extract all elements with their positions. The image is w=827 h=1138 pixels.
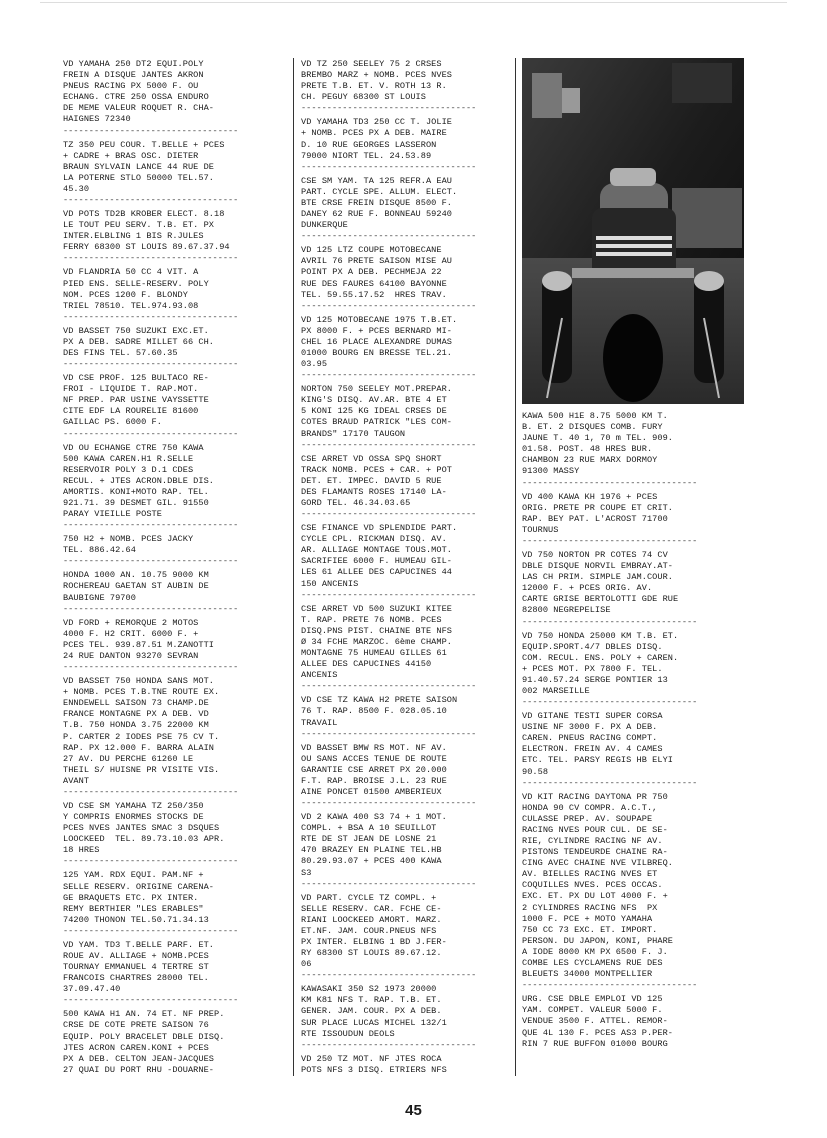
ad-separator: ---------------------------------- (63, 521, 239, 531)
classified-ad: CSE SM YAM. TA 125 REFR.A EAU PART. CYCLE SPE. ALLUM. ELECT. BTE CRSE FREIN DISQUE 8500 F. DANEY 62 RUE F. BONNEAU 59240 DUNKERQUE (301, 175, 458, 231)
ad-separator: ---------------------------------- (63, 926, 239, 936)
ad-separator: ---------------------------------- (301, 162, 477, 172)
ad-separator: ---------------------------------- (63, 126, 239, 136)
ad-separator: ---------------------------------- (63, 429, 239, 439)
classified-ad: VD BASSET 750 HONDA SANS MOT. + NOMB. PCES T.B.TNE ROUTE EX. ENNDEWELL SAISON 73 CHAMP.DE FRANCE MONTAGNE PX A DEB. VD T.B. 750 HONDA 3.75 22000 KM P. CARTER 2 IODES PSE 75 CV T. RAP. PX 12.000 F. BARRA ALAIN 27 AV. DU PERCHE 61260 LE THEIL S/ HUISNE PR VISITE VIS. AVANT (63, 676, 220, 786)
classified-ad: 500 KAWA H1 AN. 74 ET. NF PREP. CRSE DE COTE PRETE SAISON 76 EQUIP. POLY BRACELET DBLE DISQ. JTES ACRON CAREN.KONI + PCES PX A DEB. CELTON JEAN-JACQUES 27 QUAI DU PORT RHU -DOUARNE- (63, 1009, 225, 1075)
ad-separator: ---------------------------------- (301, 590, 477, 600)
classified-ad: KAWASAKI 350 S2 1973 20000 KM K81 NFS T. RAP. T.B. ET. GENER. JAM. COUR. PX A DEB. SUR PLACE LUCAS MICHEL 132/1 RTE ISSOUDUN DEOLS (301, 984, 447, 1039)
classified-ad: CSE ARRET VD 500 SUZUKI KITEE T. RAP. PRETE 76 NOMB. PCES DISQ.PNS PIST. CHAINE BTE NFS Ø 34 FCHE MARZOC. 6ème CHAMP. MONTAGNE 75 HUMEAU GILLES 61 ALLEE DES CAPUCINES 44150 ANCENIS (301, 603, 453, 681)
ad-separator: ---------------------------------- (63, 196, 239, 206)
ad-separator: ---------------------------------- (522, 778, 698, 788)
classified-ad: VD KIT RACING DAYTONA PR 750 HONDA 90 CV COMPR. A.C.T., CULASSE PREP. AV. SOUPAPE RACING NVES POUR CUL. DE SE- RIE, CYLINDRE RACING NF AV. PISTONS TENDEURDE CHAINE RA- CING AVEC CHAINE NVE VILBREQ. AV. BIELLES RACING NVES ET COQUILLES NVES. PCES OCCAS. EXC. ET. PX DU LOT 4000 F. + 2 CYLINDRES RACING NFS PX 1000 F. PCE + MOTO YAMAHA 750 CC 73 EXC. ET. IMPORT. PERSON. DU JAPON, KONI, PHARE A IODE 8000 KM PX 6500 F. J. COMBE LES CYCLAMENS RUE DES BLEUETS 34000 MONTPELLIER (522, 791, 674, 980)
classified-ad: VD PART. CYCLE TZ COMPL. + SELLE RESERV. CAR. FCHE CE- RIANI LOOCKEED AMORT. MARZ. ET.NF. JAM. COUR.PNEUS NFS PX INTER. ELBING 1 BD J.FER- RY 68300 ST LOUIS 89.67.12. 06 (301, 892, 447, 970)
ad-separator: ---------------------------------- (301, 1040, 477, 1050)
motorcycle-photo (522, 58, 744, 404)
classified-ad: VD FORD + REMORQUE 2 MOTOS 4000 F. H2 CRIT. 6000 F. + PCES TEL. 939.87.51 M.ZANOTTI 24 RUE DANTON 93270 SEVRAN (63, 617, 215, 661)
classified-ad: VD YAMAHA TD3 250 CC T. JOLIE + NOMB. PCES PX A DEB. MAIRE D. 10 RUE GEORGES LASSERON 79000 NIORT TEL. 24.53.89 (301, 117, 453, 161)
ad-separator: ---------------------------------- (63, 996, 239, 1006)
ad-separator: ---------------------------------- (522, 536, 698, 546)
ad-separator: ---------------------------------- (301, 879, 477, 889)
ad-separator: ---------------------------------- (63, 360, 239, 370)
classified-ad: VD FLANDRIA 50 CC 4 VIT. A PIED ENS. SELLE-RESERV. POLY NOM. PCES 1200 F. BLONDY TRIEL 78510. TEL.974.93.08 (63, 267, 209, 311)
ad-separator: ---------------------------------- (301, 232, 477, 242)
classified-ad: VD 250 TZ MOT. NF JTES ROCA POTS NFS 3 DISQ. ETRIERS NFS (301, 1053, 447, 1075)
ad-separator: ---------------------------------- (63, 312, 239, 322)
column-divider (293, 58, 294, 1076)
classified-ad: VD 750 HONDA 25000 KM T.B. ET. EQUIP.SPORT.4/7 DBLES DISQ. COM. RECUL. ENS. POLY + CAREN. + PCES MOT. PX 7800 F. TEL. 91.40.57.24 SERGE PONTIER 13 002 MARSEILLE (522, 630, 679, 696)
classified-ad: VD 750 NORTON PR COTES 74 CV DBLE DISQUE NORVIL EMBRAY.AT- LAS CH PRIM. SIMPLE JAM.COUR. 12000 F. + PCES ORIG. AV. CARTE GRISE BERTOLOTTI GDE RUE 82800 NEGREPELISE (522, 549, 679, 616)
ad-separator: ---------------------------------- (301, 440, 477, 450)
ad-separator: ---------------------------------- (63, 254, 239, 264)
classified-ad: 750 H2 + NOMB. PCES JACKY TEL. 886.42.64 (63, 534, 194, 556)
ad-separator: ---------------------------------- (522, 478, 698, 488)
classified-ad: VD 400 KAWA KH 1976 + PCES ORIG. PRETE PR COUPE ET CRIT. RAP. BEY PAT. L'ACROST 71700 TOURNUS (522, 491, 674, 535)
classified-ad: URG. CSE DBLE EMPLOI VD 125 YAM. COMPET. VALEUR 5000 F. VENDUE 3500 F. ATTEL. REMOR- QUE 4L 130 F. PCES AS3 P.PER- RIN 7 RUE BUFFON 01000 BOURG (522, 994, 674, 1049)
ad-separator: ---------------------------------- (301, 104, 477, 114)
classified-ad: VD 125 LTZ COUPE MOTOBECANE AVRIL 76 PRETE SAISON MISE AU POINT PX A DEB. PECHMEJA 22 RUE DES FAURES 64100 BAYONNE TEL. 59.55.17.52 HRES TRAV. (301, 245, 453, 300)
top-edge-line (40, 2, 787, 3)
ads-column-1 (63, 58, 289, 1076)
ad-separator: ---------------------------------- (63, 663, 239, 673)
ad-separator: ---------------------------------- (522, 698, 698, 708)
ads-column-3 (522, 58, 744, 1076)
classified-ad: VD 125 MOTOBECANE 1975 T.B.ET. PX 8000 F. + PCES BERNARD MI- CHEL 16 PLACE ALEXANDRE DUMAS 01000 BOURG EN BRESSE TEL.21. 03.95 (301, 314, 458, 370)
ad-separator: ---------------------------------- (522, 617, 698, 627)
ad-separator: ---------------------------------- (522, 981, 698, 991)
ad-separator: ---------------------------------- (63, 557, 239, 567)
classified-ad: VD BASSET BMW RS MOT. NF AV. OU SANS ACCES TENUE DE ROUTE GARANTIE CSE ARRET PX 20.000 F.T. RAP. BROISE J.L. 23 RUE AINE PONCET 01500 AMBERIEUX (301, 742, 447, 797)
ad-separator: ---------------------------------- (301, 729, 477, 739)
ad-separator: ---------------------------------- (63, 787, 239, 797)
classified-ad: 125 YAM. RDX EQUI. PAM.NF + SELLE RESERV. ORIGINE CARENA- GE BRAQUETS ETC. PX INTER. REMY BERTHIER "LES ERABLES" 74200 THONON TEL.50.71.34.13 (63, 870, 215, 925)
classified-ad: CSE FINANCE VD SPLENDIDE PART. CYCLE CPL. RICKMAN DISQ. AV. AR. ALLIAGE MONTAGE TOUS.MOT. SACRIFIEE 6000 F. HUMEAU GIL- LES 61 ALLEE DES CAPUCINES 44 150 ANCENIS (301, 523, 458, 589)
classified-ad: VD BASSET 750 SUZUKI EXC.ET. PX A DEB. SADRE MILLET 66 CH. DES FINS TEL. 57.60.35 (63, 325, 215, 358)
column-divider (515, 58, 516, 1076)
ads-column-2 (301, 58, 509, 1076)
ad-separator: ---------------------------------- (301, 510, 477, 520)
classified-ad: HONDA 1000 AN. 10.75 9000 KM ROCHEREAU GAETAN ST AUBIN DE BAUBIGNE 79700 (63, 570, 209, 603)
classified-ad: VD 2 KAWA 400 S3 74 + 1 MOT. COMPL. + BSA A 10 SEUILLOT RTE DE ST JEAN DE LOSNE 21 470 BRAZEY EN PLAINE TEL.HB 80.29.93.07 + PCES 400 KAWA S3 (301, 812, 447, 878)
classified-ad: VD TZ 250 SEELEY 75 2 CRSES BREMBO MARZ + NOMB. PCES NVES PRETE T.B. ET. V. ROTH 13 R. CH. PEGUY 68300 ST LOUIS (301, 59, 453, 103)
classified-ad: VD GITANE TESTI SUPER CORSA USINE NF 3000 F. PX A DEB. CAREN. PNEUS RACING COMPT. ELECTRON. FREIN AV. 4 CAMES ETC. TEL. PARSY REGIS HB ELYI 90.58 (522, 711, 674, 777)
motorcycle-photo-icon (522, 58, 744, 404)
classified-ad: VD YAM. TD3 T.BELLE PARF. ET. ROUE AV. ALLIAGE + NOMB.PCES TOURNAY EMMANUEL 4 TERTRE ST FRANCOIS CHARTRES 28000 TEL. 37.09.47.40 (63, 939, 215, 995)
ad-separator: ---------------------------------- (301, 799, 477, 809)
classified-ad: VD YAMAHA 250 DT2 EQUI.POLY FREIN A DISQUE JANTES AKRON PNEUS RACING PX 5000 F. OU ECHANG. CTRE 250 OSSA ENDURO DE MEME VALEUR ROQUET R. CHA- HAIGNES 72340 (63, 59, 215, 125)
classified-ad: KAWA 500 H1E 8.75 5000 KM T. B. ET. 2 DISQUES COMB. FURY JAUNE T. 40 1, 70 m TEL. 909. 01.58. POST. 48 HRES BUR. CHAMBON 23 RUE MARX DORMOY 91300 MASSY (522, 411, 674, 477)
classified-ad: VD OU ECHANGE CTRE 750 KAWA 500 KAWA CAREN.H1 R.SELLE RESERVOIR POLY 3 D.1 CDES RECUL. + JTES ACRON.DBLE DIS. AMORTIS. KONI+MOTO RAP. TEL. 921.71. 39 DESMET GIL. 91550 PARAY VIEILLE POSTE (63, 442, 215, 520)
ad-separator: ---------------------------------- (301, 971, 477, 981)
classified-ad: VD CSE PROF. 125 BULTACO RE- FROI - LIQUIDE T. RAP.MOT. NF PREP. PAR USINE VAYSSETTE CITE EDF LA ROURELIE 81600 GAILLAC PS. 6000 F. (63, 373, 209, 428)
classified-ad: VD CSE SM YAMAHA TZ 250/350 Y COMPRIS ENORMES STOCKS DE PCES NVES JANTES SMAC 3 DSQUES LOOCKEED TEL. 89.73.10.03 APR. 18 HRES (63, 800, 225, 856)
classified-ad: VD CSE TZ KAWA H2 PRETE SAISON 76 T. RAP. 8500 F. 028.05.10 TRAVAIL (301, 695, 458, 728)
ad-separator: ---------------------------------- (301, 371, 477, 381)
classified-ad: NORTON 750 SEELEY MOT.PREPAR. KING'S DISQ. AV.AR. BTE 4 ET 5 KONI 125 KG IDEAL CRSES DE COTES BRAUD PATRICK "LES COM- BRANDS" 17170 TAUGON (301, 384, 453, 439)
classified-ad: TZ 350 PEU COUR. T.BELLE + PCES + CADRE + BRAS OSC. DIETER BRAUN SYLVAIN LANCE 44 RUE DE LA POTERNE STLO 50000 TEL.57. 45.30 (63, 139, 225, 194)
ad-separator: ---------------------------------- (301, 682, 477, 692)
classified-ad: VD POTS TD2B KROBER ELECT. 8.18 LE TOUT PEU SERV. T.B. ET. PX INTER.ELBLING 1 BIS R.JULES FERRY 68300 ST LOUIS 89.67.37.94 (63, 209, 230, 253)
ad-separator: ---------------------------------- (301, 301, 477, 311)
page-number: 45 (405, 1102, 422, 1119)
ad-separator: ---------------------------------- (63, 604, 239, 614)
ad-separator: ---------------------------------- (63, 857, 239, 867)
classified-ad: CSE ARRET VD OSSA SPQ SHORT TRACK NOMB. PCES + CAR. + POT DET. ET. IMPEC. DAVID 5 RUE DES FLAMANTS ROSES 17140 LA- GORD TEL. 46.34.03.65 (301, 453, 453, 508)
